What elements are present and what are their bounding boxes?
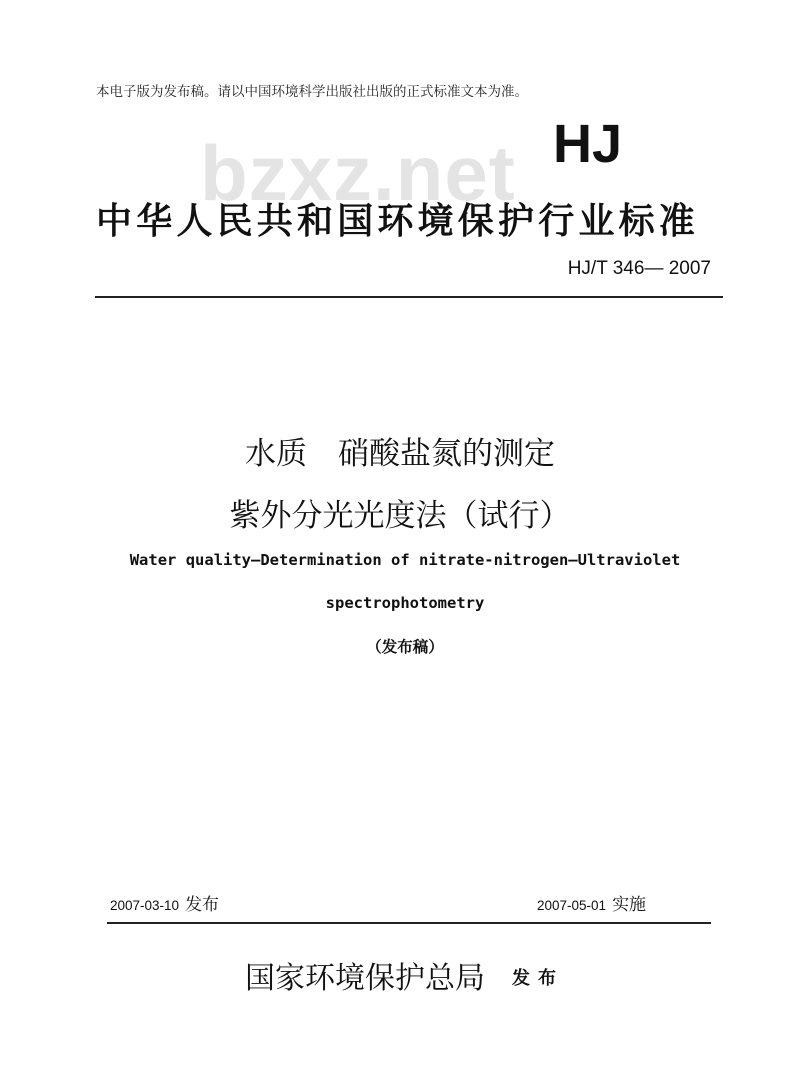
document-title-en-line1: Water quality—Determination of nitrate-nitrogen—Ultraviolet [129,551,681,569]
issuing-authority: 国家环境保护总局 [245,961,485,996]
document-title-cn-line2: 紫外分光光度法（试行） [229,498,571,534]
implement-date-block [537,890,646,915]
footer-divider [107,922,711,924]
standard-code-mark: HJ [553,114,623,174]
standard-number: HJ/T 346— 2007 [567,258,711,279]
watermark: bzxz.net [200,129,516,217]
document-title-en-line2: spectrophotometry [325,594,485,612]
implement-date: 2007-05-01 [537,898,607,913]
issue-label: 发布 [185,895,220,915]
publication-notice: 本电子版为发布稿。请以中国环境科学出版社出版的正式标准文本为准。 [96,84,528,100]
standard-category-title: 中华人民共和国环境保护行业标准 [96,201,700,242]
document-title-cn-line1: 水质 硝酸盐氮的测定 [245,436,555,472]
implement-label: 实施 [612,895,647,915]
header-divider [95,296,723,298]
issue-date: 2007-03-10 [110,898,180,913]
issuing-action: 发布 [512,968,564,989]
draft-label: （发布稿） [366,638,444,656]
issue-date-block [110,890,219,915]
